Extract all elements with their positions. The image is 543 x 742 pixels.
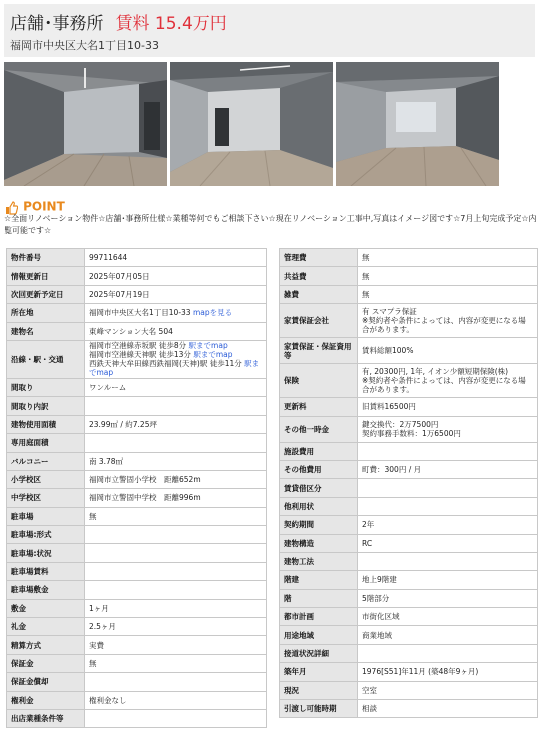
right-spec-table — [279, 248, 538, 718]
property-photo-2[interactable] — [170, 62, 333, 186]
spec-label: 接道状況詳細 — [280, 644, 358, 662]
spec-label: 築年月 — [280, 663, 358, 681]
spec-value — [358, 552, 538, 570]
spec-label: 駐車場賃料 — [7, 562, 85, 580]
spec-value-line: 無 — [362, 289, 370, 299]
spec-row — [7, 489, 267, 507]
spec-label: 階 — [280, 589, 358, 607]
spec-row — [280, 249, 538, 267]
spec-label: 駐車場 — [7, 507, 85, 525]
spec-value — [85, 378, 267, 396]
spec-row — [280, 644, 538, 662]
spec-value — [85, 673, 267, 691]
spec-value — [85, 397, 267, 415]
spec-value-line: 無 — [89, 659, 97, 668]
spec-row — [7, 691, 267, 709]
spec-row — [7, 562, 267, 580]
spec-value-line: 1ヶ月 — [89, 603, 109, 613]
spec-value-line: 有, 20300円, 1年, イオン少額短期保険(株) — [362, 367, 509, 377]
photo-gallery — [4, 62, 499, 186]
spec-row — [7, 304, 267, 322]
spec-value — [358, 416, 538, 442]
spec-row — [7, 709, 267, 727]
spec-row — [280, 608, 538, 626]
spec-label: 建物構造 — [280, 534, 358, 552]
spec-value-line: RC — [362, 538, 373, 548]
spec-label: 駐車場:形式 — [7, 526, 85, 544]
spec-row — [280, 285, 538, 303]
spec-label: 都市計画 — [280, 608, 358, 626]
spec-value-line: 無 — [362, 253, 370, 263]
spec-value — [358, 626, 538, 644]
spec-label: 階建 — [280, 571, 358, 589]
spec-label: 管理費 — [280, 249, 358, 267]
spec-label: 出店業種条件等 — [7, 709, 85, 727]
spec-label: 建物使用面積 — [7, 415, 85, 433]
spec-value-line: 99711644 — [89, 253, 128, 263]
spec-value-line: ※契約者や条件によっては、内容が変更になる場合があります。 — [362, 376, 526, 395]
spec-row — [7, 285, 267, 303]
spec-label: 用途地域 — [280, 626, 358, 644]
spec-label: 引渡し可能時期 — [280, 700, 358, 718]
spec-row — [7, 654, 267, 672]
spec-value — [85, 691, 267, 709]
spec-row — [280, 304, 538, 338]
spec-row — [7, 434, 267, 452]
spec-value-line: 西鉄天神大牟田線西鉄福岡(天神)駅 徒歩11分 駅までmap — [89, 359, 260, 378]
spec-row — [7, 526, 267, 544]
spec-label: 精算方式 — [7, 636, 85, 654]
spec-value-line: 5階部分 — [362, 593, 390, 603]
spec-row — [7, 378, 267, 396]
spec-value-line: 南 3.78㎡ — [89, 456, 124, 466]
spec-value — [358, 589, 538, 607]
spec-row — [7, 340, 267, 378]
spec-row — [280, 700, 538, 718]
title-row — [10, 9, 227, 34]
left-spec-table — [6, 248, 267, 728]
spec-row — [280, 571, 538, 589]
spec-value-line: 賃料総額100% — [362, 346, 414, 356]
spec-value-line: 1976[S51]年11月 (築48年9ヶ月) — [362, 667, 479, 677]
spec-label: 礼金 — [7, 618, 85, 636]
spec-value — [358, 571, 538, 589]
spec-label: 物件番号 — [7, 249, 85, 267]
spec-value-line: 権利金なし — [89, 695, 127, 705]
spec-label: 賃貸借区分 — [280, 479, 358, 497]
spec-value — [85, 636, 267, 654]
property-address: 福岡市中央区大名1丁目10-33 — [10, 39, 159, 52]
spec-label: 家賃保証・保証資用等 — [280, 338, 358, 364]
spec-value — [85, 322, 267, 340]
spec-value-line: 福岡市立警固中学校 距離996m — [89, 493, 201, 503]
spec-value — [358, 534, 538, 552]
spec-label: 敷金 — [7, 599, 85, 617]
property-type: 店舗･事務所 — [10, 14, 104, 34]
spec-value-line: 市街化区域 — [362, 612, 400, 622]
spec-value-line: 契約事務手数料：1万6500円 — [362, 429, 461, 439]
spec-value-line: 商業地域 — [362, 630, 392, 640]
spec-label: 専用庭面積 — [7, 434, 85, 452]
pointing-hand-icon — [4, 200, 18, 214]
spec-value-line: 2年 — [362, 520, 375, 530]
spec-label: 情報更新日 — [7, 267, 85, 285]
spec-label: 保証金償却 — [7, 673, 85, 691]
spec-value-line: 有 スマプラ保証 — [362, 307, 417, 317]
spec-value — [85, 434, 267, 452]
spec-value — [358, 249, 538, 267]
spec-row — [280, 534, 538, 552]
point-label: POINT — [23, 199, 65, 214]
spec-label: 駐車場:状況 — [7, 544, 85, 562]
spec-value — [358, 700, 538, 718]
spec-value — [85, 452, 267, 470]
spec-value-line: 町費：300円 / 月 — [362, 465, 422, 475]
station-map-link[interactable]: 駅までmap — [89, 359, 260, 378]
spec-value-line: 2025年07月05日 — [89, 271, 150, 281]
station-map-link[interactable]: 駅までmap — [190, 350, 233, 360]
spec-value-line: 福岡市中央区大名1丁目10-33 mapを見る — [89, 308, 233, 318]
spec-row — [7, 452, 267, 470]
spec-value — [358, 364, 538, 398]
spec-value-line: 福岡市空港線赤坂駅 徒歩8分 駅までmap — [89, 341, 228, 351]
spec-value — [85, 581, 267, 599]
spec-value — [358, 516, 538, 534]
spec-label: 保険 — [280, 364, 358, 398]
spec-value — [85, 562, 267, 580]
spec-label: 更新料 — [280, 398, 358, 416]
spec-value — [85, 470, 267, 488]
spec-value — [85, 618, 267, 636]
spec-label: 間取り内訳 — [7, 397, 85, 415]
spec-value — [85, 599, 267, 617]
spec-row — [280, 681, 538, 699]
spec-value — [85, 526, 267, 544]
map-link[interactable]: mapを見る — [190, 308, 233, 318]
spec-row — [280, 516, 538, 534]
spec-row — [280, 460, 538, 478]
spec-value-line: 福岡市空港線天神駅 徒歩13分 駅までmap — [89, 350, 233, 360]
spec-value — [358, 442, 538, 460]
spec-value — [358, 460, 538, 478]
spec-label: 沿線・駅・交通 — [7, 340, 85, 378]
spec-value-line: 2.5ヶ月 — [89, 622, 116, 632]
spec-value — [85, 415, 267, 433]
spec-row — [7, 249, 267, 267]
spec-value — [358, 608, 538, 626]
spec-label: 現況 — [280, 681, 358, 699]
spec-row — [280, 479, 538, 497]
point-description: ☆全面リノベーション物件☆店舗･事務所仕様☆業種等何でもご相談下さい☆現在リノベーション工事中,写真はイメージ図です☆7月上旬完成予定☆内覧可能です☆ — [4, 214, 537, 235]
spec-row — [7, 267, 267, 285]
spec-label: 他利用状 — [280, 497, 358, 515]
spec-value-line: 空室 — [362, 685, 377, 695]
spec-row — [7, 415, 267, 433]
spec-row — [280, 338, 538, 364]
spec-row — [280, 626, 538, 644]
spec-row — [7, 599, 267, 617]
spec-row — [280, 589, 538, 607]
spec-label: 建物工法 — [280, 552, 358, 570]
spec-label: 小学校区 — [7, 470, 85, 488]
spec-value-line: 福岡市立警固小学校 距離652m — [89, 475, 201, 485]
spec-label: 建物名 — [7, 322, 85, 340]
spec-value — [85, 267, 267, 285]
spec-value-line: 旧賃料16500円 — [362, 402, 416, 412]
spec-label: 共益費 — [280, 267, 358, 285]
spec-label: 施設費用 — [280, 442, 358, 460]
spec-row — [280, 398, 538, 416]
spec-row — [7, 636, 267, 654]
spec-row — [280, 663, 538, 681]
spec-value — [85, 654, 267, 672]
spec-value — [358, 479, 538, 497]
spec-value — [358, 285, 538, 303]
spec-row — [280, 442, 538, 460]
spec-value — [85, 544, 267, 562]
spec-row — [7, 397, 267, 415]
spec-value — [358, 681, 538, 699]
spec-label: 間取り — [7, 378, 85, 396]
spec-value-line: ※契約者や条件によっては、内容が変更になる場合があります。 — [362, 316, 526, 335]
spec-label: バルコニー — [7, 452, 85, 470]
point-heading — [4, 196, 65, 212]
spec-label: その他費用 — [280, 460, 358, 478]
spec-row — [7, 618, 267, 636]
spec-value-line: 無 — [362, 271, 370, 281]
spec-row — [280, 552, 538, 570]
spec-value-line: 無 — [89, 511, 97, 521]
spec-value — [358, 267, 538, 285]
spec-label: 契約期間 — [280, 516, 358, 534]
spec-row — [7, 470, 267, 488]
spec-label: 次回更新予定日 — [7, 285, 85, 303]
spec-value — [358, 398, 538, 416]
spec-label: 雑費 — [280, 285, 358, 303]
spec-value-line: 2025年07月19日 — [89, 289, 150, 299]
spec-value — [85, 489, 267, 507]
property-photo-1[interactable] — [4, 62, 167, 186]
spec-label: その他一時金 — [280, 416, 358, 442]
spec-label: 保証金 — [7, 654, 85, 672]
listing-header — [4, 4, 535, 57]
spec-value — [85, 304, 267, 322]
spec-label: 中学校区 — [7, 489, 85, 507]
spec-value — [358, 497, 538, 515]
spec-value-line: 相談 — [362, 704, 377, 714]
spec-value — [358, 304, 538, 338]
spec-value — [358, 644, 538, 662]
spec-value — [85, 709, 267, 727]
price-label: 賃料 15.4万円 — [115, 14, 227, 34]
spec-value-line: 実費 — [89, 640, 104, 650]
spec-row — [280, 267, 538, 285]
spec-row — [280, 497, 538, 515]
spec-value-line: 地上9階建 — [362, 575, 397, 585]
spec-value-line: 鍵交換代：2万7500円 — [362, 420, 439, 430]
spec-row — [7, 544, 267, 562]
spec-value-line: ワンルーム — [89, 383, 127, 393]
property-photo-3[interactable] — [336, 62, 499, 186]
spec-row — [7, 673, 267, 691]
spec-row — [280, 364, 538, 398]
spec-value — [85, 507, 267, 525]
spec-label: 家賃保証会社 — [280, 304, 358, 338]
spec-label: 所在地 — [7, 304, 85, 322]
spec-value — [85, 340, 267, 378]
spec-row — [7, 507, 267, 525]
spec-value — [358, 338, 538, 364]
spec-row — [280, 416, 538, 442]
spec-label: 権利金 — [7, 691, 85, 709]
station-map-link[interactable]: 駅までmap — [186, 341, 228, 351]
spec-value — [85, 285, 267, 303]
spec-value — [85, 249, 267, 267]
spec-value — [358, 663, 538, 681]
spec-value-line: 23.99㎡ / 約7.25坪 — [89, 419, 157, 429]
spec-label: 駐車場敷金 — [7, 581, 85, 599]
spec-row — [7, 322, 267, 340]
spec-row — [7, 581, 267, 599]
spec-value-line: 東峰マンション大名 504 — [89, 326, 173, 336]
